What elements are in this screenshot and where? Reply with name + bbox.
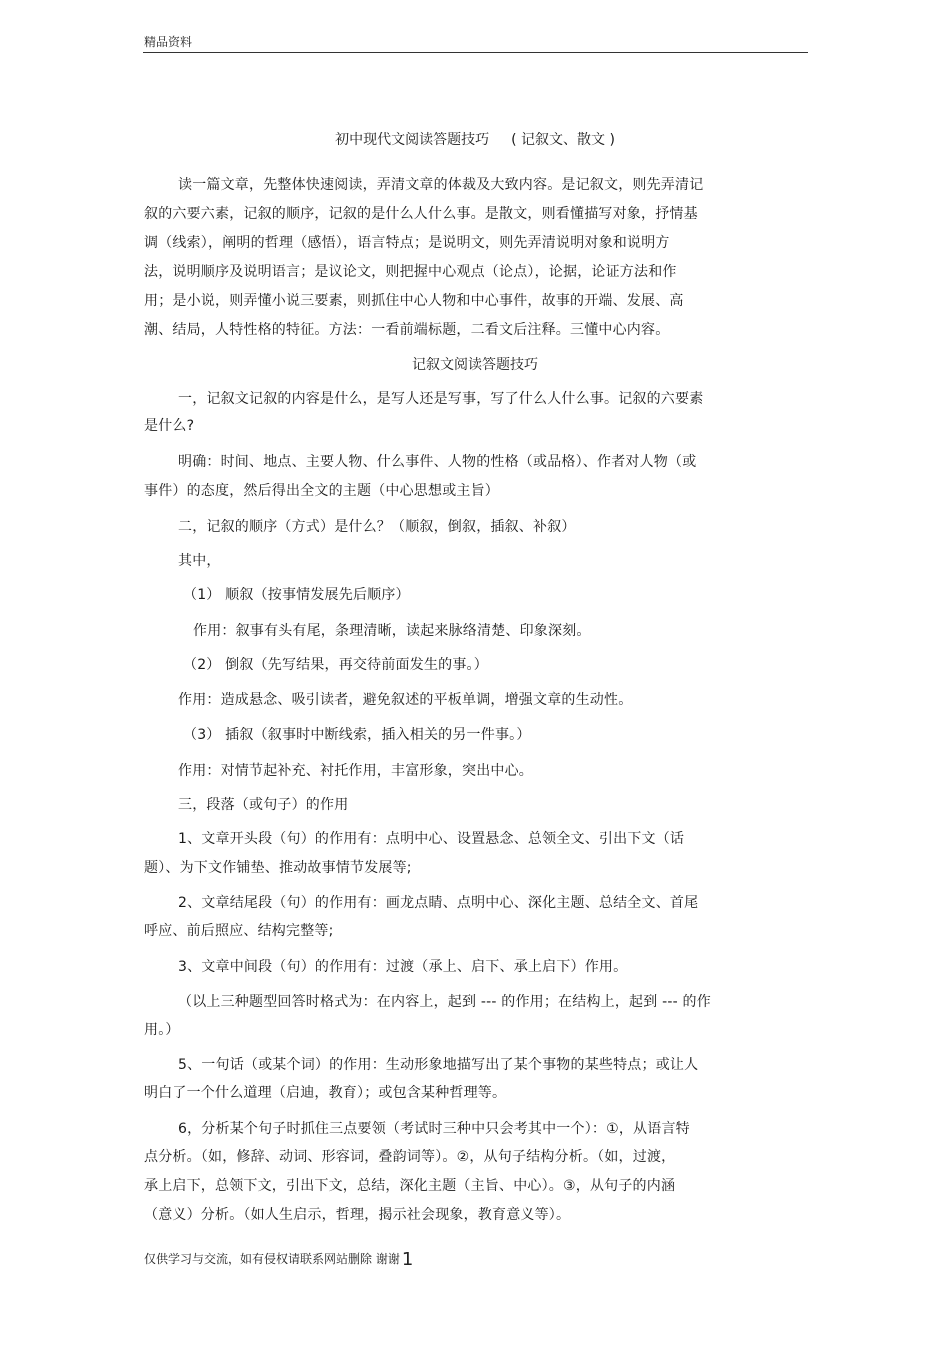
body-line: 题）、为下文作铺垫、推动故事情节发展等; [144, 860, 412, 876]
intro-line: 法，说明顺序及说明语言；是议论文，则把握中心观点（论点），论据，论证方法和作 [144, 264, 677, 280]
body-line: 作用：对情节起补充、衬托作用，丰富形象，突出中心。 [178, 763, 533, 779]
body-line: 用。） [144, 1022, 180, 1038]
intro-line: 潮、结局，人特性格的特征。方法：一看前端标题，二看文后注释。三懂中心内容。 [144, 322, 670, 338]
body-line: 一，记叙文记叙的内容是什么，是写人还是写事，写了什么人什么事。记叙的六要素 [178, 391, 704, 407]
body-line: 事件）的态度，然后得出全文的主题（中心思想或主旨） [144, 483, 499, 499]
header-divider [143, 52, 808, 53]
body-line: 2、文章结尾段（句）的作用有：画龙点睛、点明中心、深化主题、总结全文、首尾 [178, 895, 699, 911]
body-line: 6，分析某个句子时抓住三点要领（考试时三种中只会考其中一个）：①，从语言特 [178, 1121, 690, 1137]
body-line: 二，记叙的顺序（方式）是什么？（顺叙，倒叙，插叙、补叙） [178, 519, 576, 535]
body-line: （2） 倒叙（先写结果，再交待前面发生的事。） [183, 657, 488, 673]
page-number: 1 [401, 1249, 414, 1270]
title-genre: ( 记叙文、散文 ) [511, 132, 615, 148]
body-line: 是什么? [144, 418, 195, 434]
page-header-label: 精品资料 [144, 35, 193, 49]
footer-note: 仅供学习与交流，如有侵权请联系网站删除 谢谢 [144, 1252, 400, 1266]
section-subtitle: 记叙文阅读答题技巧 [412, 357, 538, 373]
body-line: 三，段落（或句子）的作用 [178, 797, 349, 813]
body-line: 3、文章中间段（句）的作用有：过渡（承上、启下、承上启下）作用。 [178, 959, 628, 975]
intro-line: 用；是小说，则弄懂小说三要素，则抓住中心人物和中心事件，故事的开端、发展、高 [144, 293, 684, 309]
intro-line: 调（线索），阐明的哲理（感悟），语言特点；是说明文，则先弄清说明对象和说明方 [144, 235, 670, 251]
body-line: 其中， [178, 553, 221, 569]
title-main: 初中现代文阅读答题技巧 [335, 132, 490, 148]
body-line: 作用：叙事有头有尾，条理清晰，读起来脉络清楚、印象深刻。 [193, 623, 591, 639]
body-line: 明白了一个什么道理（启迪，教育）；或包含某种哲理等。 [144, 1085, 507, 1101]
body-line: （1） 顺叙（按事情发展先后顺序） [183, 587, 410, 603]
page-footer [144, 1249, 413, 1270]
body-line: 承上启下，总领下文，引出下文，总结，深化主题（主旨、中心）。③，从句子的内涵 [144, 1178, 676, 1194]
body-line: （3） 插叙（叙事时中断线索，插入相关的另一件事。） [183, 727, 531, 743]
intro-line: 读一篇文章，先整体快速阅读，弄清文章的体裁及大致内容。是记叙文，则先弄清记 [178, 177, 704, 193]
body-line: （意义）分析。（如人生启示，哲理，揭示社会现象，教育意义等）。 [144, 1207, 571, 1223]
body-line: （以上三种题型回答时格式为：在内容上，起到 --- 的作用；在结构上，起到 --- 的作 [178, 994, 711, 1010]
body-line: 呼应、前后照应、结构完整等; [144, 923, 334, 939]
body-line: 作用：造成悬念、吸引读者，避免叙述的平板单调，增强文章的生动性。 [178, 692, 633, 708]
body-line: 5、一句话（或某个词）的作用：生动形象地描写出了某个事物的某些特点；或让人 [178, 1057, 699, 1073]
body-line: 明确：时间、地点、主要人物、什么事件、人物的性格（或品格）、作者对人物（或 [178, 454, 697, 470]
body-line: 点分析。（如，修辞、动词、形容词，叠韵词等）。②，从句子结构分析。（如，过渡， [144, 1149, 676, 1165]
document-title [0, 129, 950, 149]
body-line: 1、文章开头段（句）的作用有：点明中心、设置悬念、总领全文、引出下文（话 [178, 831, 685, 847]
intro-line: 叙的六要六素，记叙的顺序，记叙的是什么人什么事。是散文，则看懂描写对象，抒情基 [144, 206, 698, 222]
